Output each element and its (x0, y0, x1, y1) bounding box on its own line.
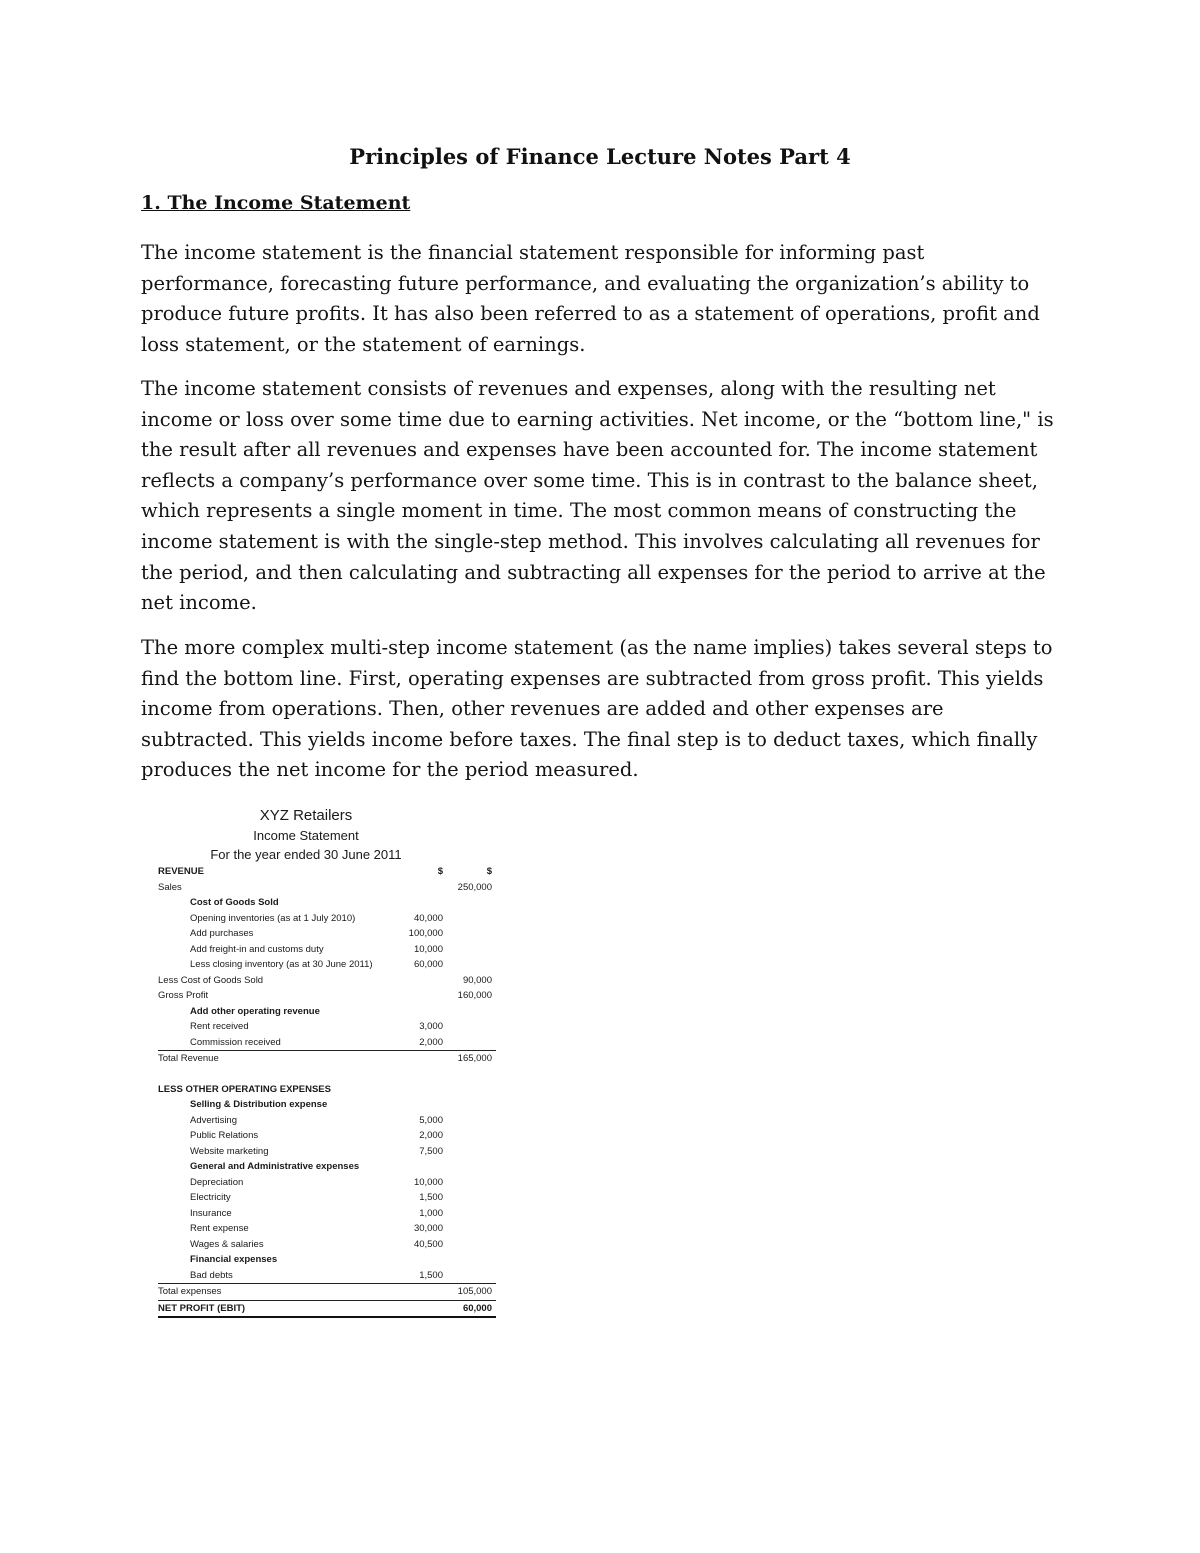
row-label: Total Revenue (158, 1053, 219, 1064)
row-label: Add freight-in and customs duty (190, 943, 324, 955)
statement-row (158, 1019, 496, 1035)
row-amount: 40,000 (413, 912, 443, 924)
statement-row (158, 880, 496, 896)
row-amount: 1,000 (419, 1207, 443, 1219)
statement-name: Income Statement (253, 828, 359, 843)
row-total: 105,000 (457, 1286, 492, 1297)
statement-row (158, 1190, 496, 1206)
row-total: 90,000 (462, 974, 492, 986)
paragraph-3-container (141, 633, 1061, 786)
row-label: General and Administrative expenses (190, 1161, 360, 1172)
row-label: Insurance (190, 1207, 232, 1219)
statement-row (158, 988, 496, 1004)
statement-row (158, 1252, 496, 1268)
row-label: REVENUE (158, 866, 204, 877)
row-amount: 100,000 (408, 928, 443, 939)
row-amount: 40,500 (413, 1238, 443, 1250)
row-label: Total expenses (158, 1286, 222, 1297)
paragraph-1-container (141, 238, 1061, 360)
paragraph: The more complex multi-step income statement (as the name implies) takes several steps to find the bottom line. First, operating expenses are subtracted from gross profit. This yields income from operations. Then, other revenues are added and other expenses are subtracted. This yields income before taxes. The final step is to deduct taxes, which finally produces the net income for the period measured. (141, 636, 1053, 782)
paragraph: The income statement is the financial statement responsible for informing past performance, forecasting future performance, and evaluating the organization’s ability to produce future profits. It has also been referred to as a statement of operations, profit and loss statement, or the statement of earnings. (141, 241, 1040, 356)
row-amount: 10,000 (413, 943, 443, 955)
row-amount: 2,000 (419, 1130, 443, 1141)
row-label: Gross Profit (158, 990, 209, 1001)
row-label: Electricity (190, 1192, 231, 1203)
row-total: $ (486, 866, 492, 877)
statement-row (158, 911, 496, 927)
statement-row (158, 957, 496, 973)
row-amount: 1,500 (419, 1269, 443, 1281)
statement-row (158, 1301, 496, 1319)
statement-row (158, 1268, 496, 1285)
row-label: Opening inventories (as at 1 July 2010) (190, 912, 356, 924)
row-total: 250,000 (457, 881, 492, 893)
row-label: Website marketing (190, 1145, 269, 1157)
statement-row (158, 1175, 496, 1191)
statement-period: For the year ended 30 June 2011 (210, 847, 402, 862)
row-label: Public Relations (190, 1130, 259, 1141)
row-label: Rent received (190, 1021, 249, 1032)
statement-row (158, 1221, 496, 1237)
statement-header (158, 806, 454, 864)
row-amount: $ (437, 866, 443, 877)
row-label: Wages & salaries (190, 1238, 264, 1250)
row-label: Less closing inventory (as at 30 June 2011) (190, 959, 373, 970)
statement-row (158, 1004, 496, 1020)
statement-row (158, 1206, 496, 1222)
row-label: Advertising (190, 1114, 237, 1126)
statement-row (158, 1128, 496, 1144)
statement-row (158, 1035, 496, 1052)
row-label: Add purchases (190, 928, 254, 939)
paragraph-2-container (141, 374, 1061, 619)
row-total: 160,000 (457, 990, 492, 1001)
row-label: Bad debts (190, 1269, 233, 1281)
statement-row (158, 973, 496, 989)
row-label: NET PROFIT (EBIT) (158, 1302, 246, 1314)
statement-row (158, 1159, 496, 1175)
statement-row (158, 864, 496, 880)
statement-row (158, 895, 496, 911)
row-label: Depreciation (190, 1176, 244, 1188)
statement-row (158, 1237, 496, 1253)
row-amount: 5,000 (419, 1114, 443, 1126)
income-statement-image (158, 806, 496, 1318)
statement-row (158, 1051, 496, 1067)
row-label: Financial expenses (190, 1254, 278, 1265)
row-total: 165,000 (457, 1053, 492, 1064)
row-amount: 60,000 (413, 959, 443, 970)
statement-row (158, 1082, 496, 1098)
row-amount: 1,500 (419, 1192, 443, 1203)
statement-row (158, 1097, 496, 1113)
row-amount: 7,500 (419, 1145, 443, 1157)
row-label: Selling & Distribution expense (190, 1099, 328, 1110)
statement-row (158, 1144, 496, 1160)
row-label: Rent expense (190, 1223, 249, 1234)
row-label: Less Cost of Goods Sold (158, 974, 264, 986)
statement-row (158, 1284, 496, 1301)
statement-company: XYZ Retailers (259, 807, 353, 824)
statement-row (158, 1113, 496, 1129)
row-total: 60,000 (462, 1302, 492, 1314)
paragraph: The income statement consists of revenues and expenses, along with the resulting net income or loss over some time due to earning activities. Net income, or the “bottom line," is the result after all revenues and expenses have been accounted for. The income statement reflects a company’s performance over some time. This is in contrast to the balance sheet, which represents a single moment in time. The most common means of constructing the income statement is with the single-step method. This involves calculating all revenues for the period, and then calculating and subtracting all expenses for the period to arrive at the net income. (141, 377, 1054, 615)
row-amount: 30,000 (413, 1223, 443, 1234)
statement-row (158, 942, 496, 958)
row-amount: 10,000 (413, 1176, 443, 1188)
row-label: LESS OTHER OPERATING EXPENSES (158, 1083, 331, 1095)
row-label: Cost of Goods Sold (190, 897, 279, 908)
row-label: Sales (158, 881, 182, 893)
statement-spacer (158, 1067, 496, 1082)
row-amount: 3,000 (419, 1021, 443, 1032)
document-title: Principles of Finance Lecture Notes Part 4 (349, 144, 851, 169)
row-label: Add other operating revenue (190, 1005, 320, 1017)
section-heading: 1. The Income Statement (141, 192, 411, 214)
row-label: Commission received (190, 1036, 281, 1048)
statement-row (158, 926, 496, 942)
row-amount: 2,000 (419, 1036, 443, 1048)
